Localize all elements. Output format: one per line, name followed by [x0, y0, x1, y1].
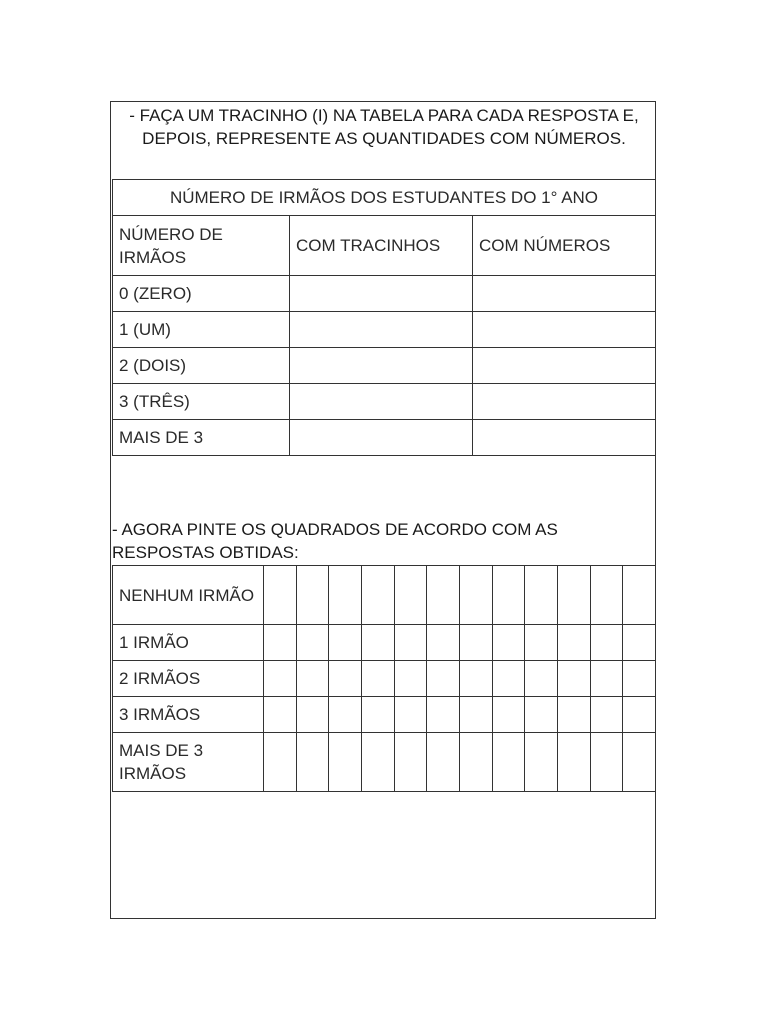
table-title: NÚMERO DE IRMÃOS DOS ESTUDANTES DO 1° ANO	[113, 180, 656, 216]
paint-square[interactable]	[361, 625, 394, 661]
paint-square[interactable]	[623, 625, 656, 661]
paint-square[interactable]	[264, 661, 297, 697]
paint-square[interactable]	[296, 625, 329, 661]
paint-square[interactable]	[590, 625, 623, 661]
paint-square[interactable]	[525, 566, 558, 625]
paint-square[interactable]	[427, 661, 460, 697]
paint-square[interactable]	[296, 566, 329, 625]
row-label: 2 (DOIS)	[113, 348, 290, 384]
paint-square[interactable]	[492, 733, 525, 792]
paint-square[interactable]	[492, 697, 525, 733]
paint-square[interactable]	[296, 661, 329, 697]
paint-square[interactable]	[329, 733, 362, 792]
paint-square[interactable]	[361, 661, 394, 697]
paint-square[interactable]	[394, 697, 427, 733]
paint-square[interactable]	[459, 661, 492, 697]
number-cell[interactable]	[473, 312, 656, 348]
paint-square[interactable]	[459, 625, 492, 661]
paint-square[interactable]	[329, 625, 362, 661]
paint-square[interactable]	[525, 661, 558, 697]
table-row	[113, 276, 656, 312]
paint-square[interactable]	[492, 625, 525, 661]
header-number-of-siblings: NÚMERO DE IRMÃOS	[113, 216, 290, 276]
paint-square[interactable]	[492, 566, 525, 625]
paint-square[interactable]	[264, 566, 297, 625]
siblings-tally-table	[112, 179, 656, 456]
paint-square[interactable]	[590, 661, 623, 697]
paint-square[interactable]	[264, 625, 297, 661]
paint-square[interactable]	[427, 566, 460, 625]
instruction-tally: - FAÇA UM TRACINHO (I) NA TABELA PARA CADA RESPOSTA E, DEPOIS, REPRESENTE AS QUANTIDADES COM NÚMEROS.	[129, 106, 639, 148]
paint-square[interactable]	[427, 697, 460, 733]
paint-square[interactable]	[427, 625, 460, 661]
row-label: 1 (UM)	[113, 312, 290, 348]
paint-square[interactable]	[557, 697, 590, 733]
number-cell[interactable]	[473, 384, 656, 420]
paint-square[interactable]	[557, 566, 590, 625]
paint-square[interactable]	[394, 733, 427, 792]
table-row	[113, 312, 656, 348]
paint-square[interactable]	[623, 661, 656, 697]
paint-square[interactable]	[623, 697, 656, 733]
paint-square[interactable]	[623, 733, 656, 792]
paint-square[interactable]	[492, 661, 525, 697]
table-row	[113, 384, 656, 420]
paint-square[interactable]	[459, 697, 492, 733]
grid-row	[113, 661, 656, 697]
paint-square[interactable]	[427, 733, 460, 792]
grid-row-label: NENHUM IRMÃO	[113, 566, 264, 625]
grid-row	[113, 566, 656, 625]
paint-square[interactable]	[394, 566, 427, 625]
paint-square[interactable]	[361, 697, 394, 733]
header-row	[113, 216, 656, 276]
header-with-numbers: COM NÚMEROS	[473, 216, 656, 276]
paint-square[interactable]	[329, 661, 362, 697]
paint-square[interactable]	[394, 661, 427, 697]
paint-square[interactable]	[557, 661, 590, 697]
paint-square[interactable]	[361, 566, 394, 625]
paint-square[interactable]	[557, 625, 590, 661]
paint-square[interactable]	[590, 697, 623, 733]
paint-square[interactable]	[296, 697, 329, 733]
grid-row	[113, 733, 656, 792]
row-label: 0 (ZERO)	[113, 276, 290, 312]
paint-square[interactable]	[590, 566, 623, 625]
paint-square[interactable]	[623, 566, 656, 625]
grid-row-label: 3 IRMÃOS	[113, 697, 264, 733]
grid-row-label: 2 IRMÃOS	[113, 661, 264, 697]
table-row	[113, 348, 656, 384]
paint-square[interactable]	[459, 733, 492, 792]
paint-square[interactable]	[557, 733, 590, 792]
instruction-paint: - AGORA PINTE OS QUADRADOS DE ACORDO COM AS RESPOSTAS OBTIDAS:	[112, 520, 558, 562]
tally-cell[interactable]	[290, 312, 473, 348]
number-cell[interactable]	[473, 276, 656, 312]
header-with-tallies: COM TRACINHOS	[290, 216, 473, 276]
tally-cell[interactable]	[290, 348, 473, 384]
row-label: MAIS DE 3	[113, 420, 290, 456]
paint-square[interactable]	[394, 625, 427, 661]
paint-square[interactable]	[329, 697, 362, 733]
paint-square[interactable]	[525, 697, 558, 733]
paint-square[interactable]	[329, 566, 362, 625]
grid-row-label: MAIS DE 3 IRMÃOS	[113, 733, 264, 792]
tally-cell[interactable]	[290, 420, 473, 456]
number-cell[interactable]	[473, 348, 656, 384]
row-label: 3 (TRÊS)	[113, 384, 290, 420]
grid-row	[113, 697, 656, 733]
paint-square[interactable]	[264, 697, 297, 733]
grid-row-label: 1 IRMÃO	[113, 625, 264, 661]
paint-square[interactable]	[361, 733, 394, 792]
table-row	[113, 420, 656, 456]
paint-square[interactable]	[590, 733, 623, 792]
paint-square[interactable]	[459, 566, 492, 625]
paint-square[interactable]	[296, 733, 329, 792]
table-title-row	[113, 180, 656, 216]
paint-square[interactable]	[264, 733, 297, 792]
tally-cell[interactable]	[290, 384, 473, 420]
paint-square[interactable]	[525, 625, 558, 661]
paint-squares-grid	[112, 565, 656, 792]
paint-square[interactable]	[525, 733, 558, 792]
grid-row	[113, 625, 656, 661]
tally-cell[interactable]	[290, 276, 473, 312]
number-cell[interactable]	[473, 420, 656, 456]
